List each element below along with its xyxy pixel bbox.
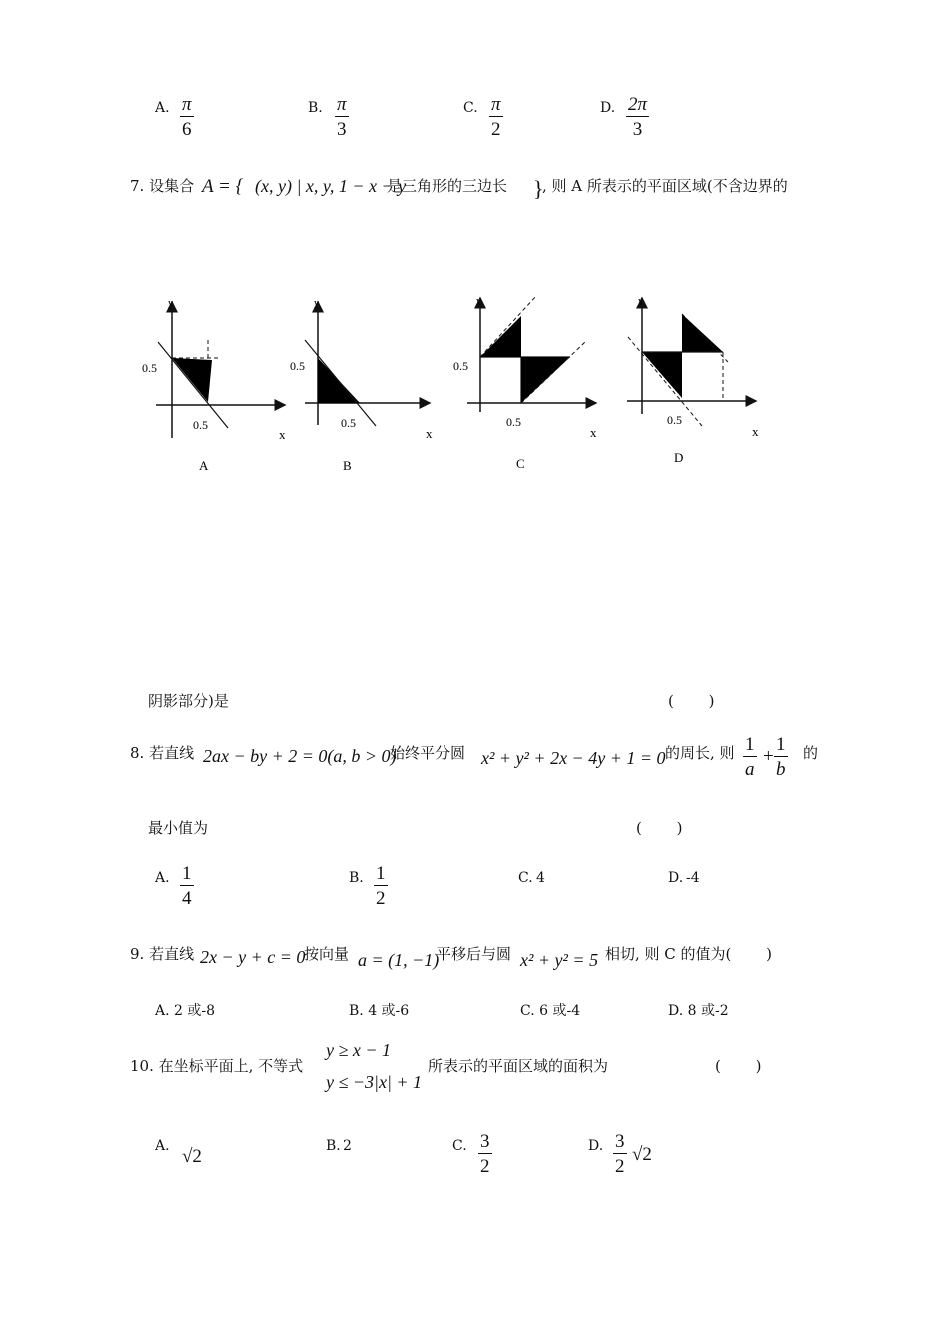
q6-option-d-fraction: $\frac{2\pi}{3}$	[628, 94, 648, 140]
graph-d-tick-x: 0.5	[667, 413, 682, 427]
q10-option-a-label: A.	[155, 1138, 170, 1154]
q6-option-d-label: D.	[600, 100, 616, 116]
q8-fraction-1-over-b: $\frac{1}{b}$	[776, 734, 786, 780]
graph-a-x-label: x	[279, 427, 286, 442]
q7-graphs	[130, 290, 780, 490]
q9-mid-text: 按向量	[304, 945, 350, 963]
q6-option-b-fraction: $\frac{\pi}{3}$	[337, 94, 347, 140]
graph-b-tick-x: 0.5	[341, 416, 356, 430]
graph-c-x-label: x	[590, 425, 597, 440]
graph-b-caption: B	[343, 458, 352, 473]
q8-option-b-fraction: $\frac{1}{2}$	[376, 863, 386, 909]
q9-tail-text: 相切, 则 C 的值为( )	[605, 945, 773, 963]
q8-option-b-label: B.	[349, 870, 364, 886]
graph-c	[453, 296, 597, 471]
q8-prefix: 8. 若直线	[130, 744, 195, 762]
q8-option-a-fraction: $\frac{1}{4}$	[182, 863, 192, 909]
graph-b	[290, 298, 433, 473]
q6-option-a-fraction: $\frac{\pi}{6}$	[182, 94, 192, 140]
q8-de: 的	[803, 744, 819, 762]
q8-mid-text: 始终平分圆	[390, 744, 466, 762]
q7-answer-paren: ( )	[668, 692, 715, 710]
q8-answer-paren: ( )	[636, 819, 683, 837]
q7-prefix: 7. 设集合	[130, 177, 195, 195]
q6-option-c-fraction: $\frac{\pi}{2}$	[491, 94, 501, 140]
q9-option-b: B. 4 或-6	[349, 1003, 410, 1019]
q8-plus: +	[763, 746, 774, 767]
q8-option-a-label: A.	[155, 870, 170, 886]
graph-a	[142, 298, 286, 473]
graph-a-tick-x: 0.5	[193, 418, 208, 432]
graph-b-line	[305, 340, 376, 426]
q10-inequality-2: y ≤ −3|x| + 1	[326, 1072, 423, 1092]
graph-c-caption: C	[516, 456, 525, 471]
graph-d-y-label: y	[638, 296, 643, 307]
q9-circle-equation: x² + y² = 5	[520, 950, 599, 970]
graph-a-line	[158, 342, 228, 428]
graph-b-tick-y: 0.5	[290, 359, 305, 373]
q10-option-c-fraction: $\frac{3}{2}$	[480, 1131, 490, 1177]
q6-option-c-label: C.	[463, 100, 478, 116]
q7-set-close: }	[533, 176, 544, 201]
graph-c-tick-x: 0.5	[506, 415, 521, 429]
q8-option-d-value: -4	[686, 870, 700, 886]
q10-option-a-value: √2	[182, 1146, 202, 1167]
q10-prefix: 10. 在坐标平面上, 不等式	[130, 1057, 304, 1075]
q7-set-condition: 是三角形的三边长	[387, 177, 508, 195]
q10-inequality-1: y ≥ x − 1	[326, 1040, 392, 1060]
q8-option-d-label: D.	[668, 870, 684, 886]
q8-line2: 最小值为	[148, 819, 209, 837]
q10-option-c-label: C.	[452, 1138, 467, 1154]
q7-set-lhs: A = {	[202, 176, 244, 197]
graph-d	[627, 296, 759, 465]
q9-prefix: 9. 若直线	[130, 945, 195, 963]
q9-line-equation: 2x − y + c = 0	[200, 947, 306, 967]
q9-option-a: A. 2 或-8	[155, 1003, 216, 1019]
q8-fraction-1-over-a: $\frac{1}{a}$	[745, 734, 755, 780]
graph-a-caption: A	[199, 458, 209, 473]
graph-a-y-label: y	[168, 298, 173, 309]
q10-option-d-sqrt: √2	[632, 1144, 652, 1165]
q7-set-body: (x, y) | x, y, 1 − x − y	[255, 176, 407, 196]
q10-tail-text: 所表示的平面区域的面积为	[428, 1057, 609, 1075]
graph-c-y-label: y	[476, 296, 481, 307]
q10-option-d-label: D.	[588, 1138, 604, 1154]
graph-d-caption: D	[674, 450, 684, 465]
graph-b-y-label: y	[314, 298, 319, 309]
graph-d-x-label: x	[752, 424, 759, 439]
graph-a-shaded-region	[172, 358, 212, 402]
graph-d-shaded-lower	[642, 352, 682, 398]
q10-answer-paren: ( )	[715, 1057, 762, 1075]
q8-tail-text: 的周长, 则	[665, 744, 735, 762]
graph-a-tick-y: 0.5	[142, 361, 157, 375]
q9-option-d: D. 8 或-2	[668, 1003, 729, 1019]
graph-c-tick-y: 0.5	[453, 359, 468, 373]
q7-continuation: 阴影部分)是	[148, 692, 229, 710]
q9-mid2-text: 平移后与圆	[436, 945, 512, 963]
q10-option-d-fraction: $\frac{3}{2}$	[615, 1131, 625, 1177]
q9-vector: a = (1, −1)	[358, 950, 440, 970]
q8-line-equation: 2ax − by + 2 = 0(a, b > 0)	[203, 746, 397, 766]
q10-option-b-value: 2	[343, 1138, 352, 1154]
q8-circle-equation: x² + y² + 2x − 4y + 1 = 0	[481, 748, 666, 768]
q8-option-c-label: C.	[518, 870, 533, 886]
q8-option-c-value: 4	[536, 870, 545, 886]
graph-b-x-label: x	[426, 426, 433, 441]
q7-suffix: , 则 A 所表示的平面区域(不含边界的	[542, 177, 788, 195]
q6-option-a-label: A.	[155, 100, 170, 116]
q6-option-b-label: B.	[308, 100, 323, 116]
q10-option-b-label: B.	[326, 1138, 341, 1154]
q9-option-c: C. 6 或-4	[520, 1003, 581, 1019]
